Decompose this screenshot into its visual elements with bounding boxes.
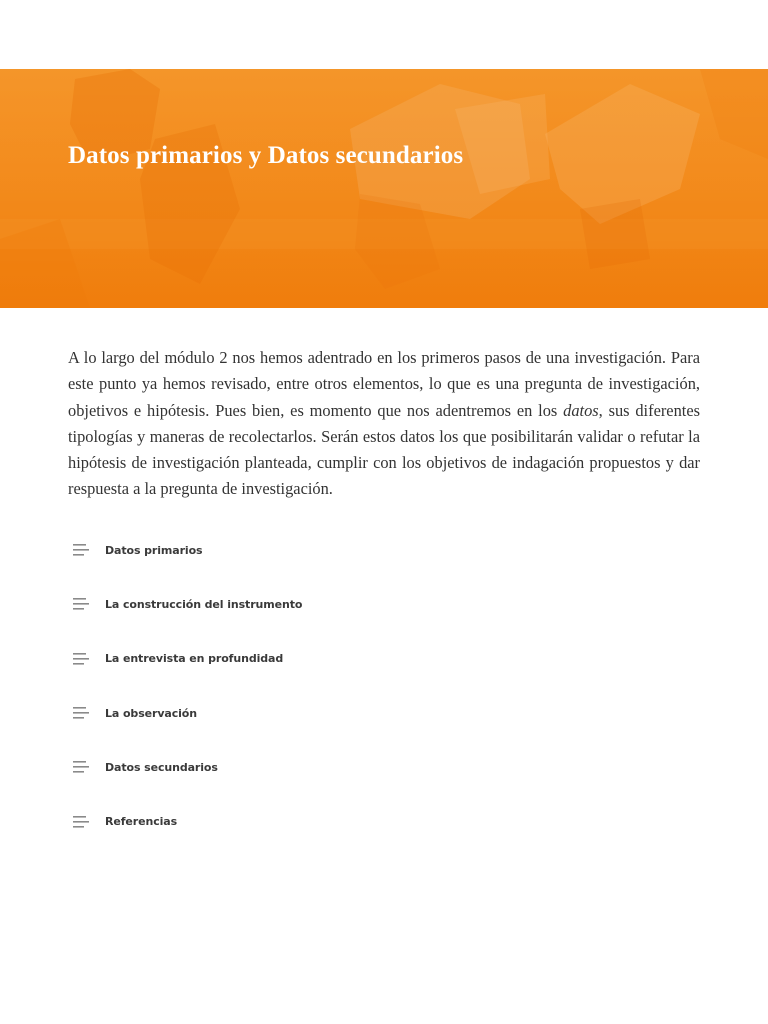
lines-icon <box>73 652 95 666</box>
table-of-contents <box>68 523 708 849</box>
toc-item-label: Datos secundarios <box>105 760 218 774</box>
hero-background-image <box>0 69 768 308</box>
toc-item-datos-primarios[interactable] <box>68 523 708 577</box>
toc-item-referencias[interactable] <box>68 794 708 848</box>
hero-banner <box>0 69 768 308</box>
intro-text-end: , sus diferentes tipologías y maneras de recolectarlos. Serán estos datos los que posibilitarán validar o refutar la hipótesis de investigación planteada, cumplir con los objetivos de indagación propuestos y dar respuesta a la pregunta de investigación. <box>68 400 700 499</box>
lines-icon <box>73 543 95 557</box>
lines-icon <box>73 706 95 720</box>
page-title: Datos primarios y Datos secundarios <box>68 142 464 169</box>
toc-item-label: La construcción del instrumento <box>105 597 303 611</box>
toc-item-label: La entrevista en profundidad <box>105 652 284 666</box>
toc-item-entrevista-profundidad[interactable] <box>68 632 708 686</box>
toc-item-construccion-instrumento[interactable] <box>68 577 708 631</box>
intro-paragraph <box>68 345 700 503</box>
intro-emphasis: datos <box>563 400 599 420</box>
lines-icon <box>73 597 95 611</box>
toc-item-datos-secundarios[interactable] <box>68 740 708 794</box>
lines-icon <box>73 760 95 774</box>
lines-icon <box>73 815 95 829</box>
toc-item-label: Datos primarios <box>105 543 203 557</box>
toc-item-label: Referencias <box>105 815 178 829</box>
toc-item-observacion[interactable] <box>68 686 708 740</box>
intro-text-start: A lo largo del módulo 2 nos hemos adentrado en los primeros pasos de una investigación. Para este punto ya hemos revisado, entre otros elementos, lo que es una pregunta de investigación, objetivos e hipótesis. Pues bien, es momento que nos adentremos en los <box>68 348 700 420</box>
toc-item-label: La observación <box>105 706 197 720</box>
